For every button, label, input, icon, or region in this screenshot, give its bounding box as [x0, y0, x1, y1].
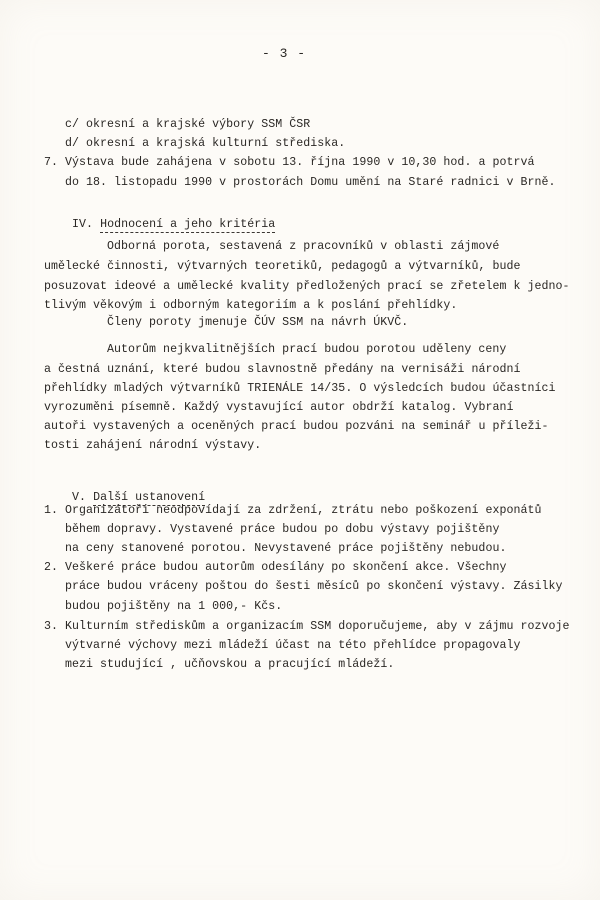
section-iv-paragraph-1-line-2: umělecké činnosti, výtvarných teoretiků, pedagogů a výtvarníků, bude: [44, 260, 521, 273]
section-iv-number: IV.: [72, 218, 94, 231]
item-2-line-1: 2. Veškeré práce budou autorům odesílány po skončení akce. Všechny: [44, 561, 507, 574]
section-v-number: V.: [72, 491, 87, 504]
item-2-line-3: budou pojištěny na 1 000,- Kčs.: [65, 600, 283, 613]
item-3-line-1: 3. Kulturním střediskům a organizacím SSM doporučujeme, aby v zájmu rozvoje: [44, 620, 570, 633]
section-iv-paragraph-1-line-4: tlivým věkovým i odborným kategoriím a k poslání přehlídky.: [44, 299, 458, 312]
page-number: - 3 -: [262, 46, 307, 61]
section-iv-paragraph-3-line-4: vyrozuměni písemně. Každý vystavující autor obdrží katalog. Vybraní: [44, 401, 514, 414]
item-3-line-3: mezi studující , učňovskou a pracující mládeží.: [65, 658, 395, 671]
section-iv-paragraph-3-line-3: přehlídky mladých výtvarníků TRIENÁLE 14/35. O výsledcích budou účastníci: [44, 382, 556, 395]
paragraph-7-line-1: 7. Výstava bude zahájena v sobotu 13. října 1990 v 10,30 hod. a potrvá: [44, 156, 535, 169]
item-2-line-2: práce budou vráceny poštou do šesti měsíců po skončení výstavy. Zásilky: [65, 580, 563, 593]
section-iv-paragraph-3-line-6: tosti zahájení národní výstavy.: [44, 439, 262, 452]
paragraph-7-line-2: do 18. listopadu 1990 v prostorách Domu umění na Staré radnici v Brně.: [65, 176, 556, 189]
list-item-d: d/ okresní a krajská kulturní střediska.: [65, 137, 346, 150]
item-1-line-2: během dopravy. Vystavené práce budou po dobu výstavy pojištěny: [65, 523, 500, 536]
section-iv-paragraph-1-line-1: Odborná porota, sestavená z pracovníků v oblasti zájmové: [107, 240, 500, 253]
list-item-c: c/ okresní a krajské výbory SSM ČSR: [65, 118, 311, 131]
section-iv-paragraph-3-line-1: Autorům nejkvalitnějších prací budou porotou uděleny ceny: [107, 343, 507, 356]
item-3-line-2: výtvarné výchovy mezi mládeží účast na této přehlídce propagovaly: [65, 639, 521, 652]
section-iv-paragraph-3-line-5: autoři vystavených a oceněných prací budou pozváni na seminář u příleži-: [44, 420, 549, 433]
section-v-title: Další ustanovení: [93, 491, 206, 504]
section-iv-paragraph-3-line-2: a čestná uznání, které budou slavnostně předány na vernisáži národní: [44, 363, 521, 376]
item-1-line-1: 1. Organizátoři neodpovídají za zdržení, ztrátu nebo poškození exponátů: [44, 504, 542, 517]
section-iv-title: Hodnocení a jeho kritéria: [100, 218, 276, 231]
section-iv-paragraph-1-line-3: posuzovat ideové a umělecké kvality předložených prací se zřetelem k jedno-: [44, 280, 570, 293]
item-1-line-3: na ceny stanovené porotou. Nevystavené práce pojištěny nebudou.: [65, 542, 507, 555]
section-iv-paragraph-2: Členy poroty jmenuje ČÚV SSM na návrh ÚKVČ.: [107, 316, 409, 329]
